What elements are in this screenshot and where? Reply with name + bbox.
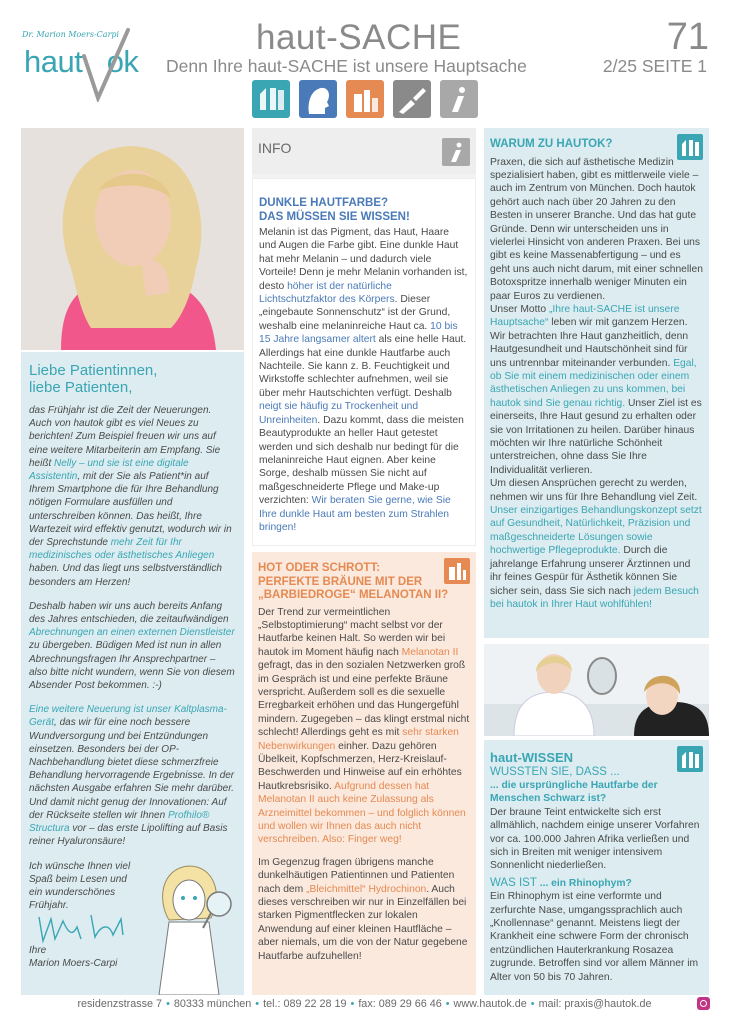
info-icon (440, 80, 478, 118)
page-subtitle: Denn Ihre haut-SACHE ist unsere Hauptsache (166, 56, 527, 76)
editorial-letter (21, 352, 244, 995)
wissen-answer: Der braune Teint entwickelte sich erst allmählich, nachdem einige unserer Vorfahren vor ca. 100.000 Jahren Afrika verließen und sich in Breiten mit weniger intensivem Sonnenlicht niederließen. (490, 806, 700, 872)
footer-website-link[interactable]: www.hautok.de (453, 998, 527, 1010)
why-heading: WARUM ZU HAUTOK? (490, 138, 613, 150)
letter-greeting: Liebe Patientinnen, liebe Patienten, (29, 362, 158, 396)
face-profile-icon (299, 80, 337, 118)
info-heading: DUNKLE HAUTFARBE? DAS MÜSSEN SIE WISSEN! (259, 197, 410, 223)
hot-text: Im Gegenzug fragen übrigens manche dunkelhäutigen Patientinnen und Patienten nach dem „Bleichmittel“ Hydrochinon. Auch dieses verschreiben wir nur in Einzelfällen bei starken Pigmentflecken zur lokalen Anwendung auf einer kleinen Hautfläche – aber niemals, um die von der Natur gegebene Hautfarbe aufzuhellen! (258, 856, 468, 962)
letter-paragraph: Deshalb haben wir uns auch bereits Anfang des Jahres entschieden, die zeitaufwändigen Abrechnungen an einen externen Dienstleister zu übergeben. Büdigen Med ist nun in allen Abrechnungsfragen Ihr Ansprechpartner – also bitte nicht wundern, wenn Sie von diesem Absender Post bekommen. :-) (29, 600, 235, 692)
logo-signature: Dr. Marion Moers-Carpi (22, 30, 120, 39)
portrait-photo (21, 128, 244, 350)
wissen-heading: haut-WISSEN (490, 750, 574, 765)
haut-wissen-box (484, 740, 709, 995)
cosmetics-products-icon (444, 558, 470, 584)
footer-address: residenzstrasse 7 (77, 998, 163, 1010)
why-hautok-article (484, 128, 709, 638)
letter-paragraph: Eine weitere Neuerung ist unser Kaltplasma-Gerät, das wir für eine noch bessere Wundversorgung und bei Entzündungen einsetzen. Besonders bei der OP-Nachbehandlung bietet diese schmerzfreie Behandlung hervorragende Ergebnisse. In der nächsten Ausgabe erfahren Sie mehr darüber. Und damit nicht genug der Innovationen: Auf der Rückseite stellen wir Ihnen Profhilo® Structura vor – das erste Lipolifting auf Basis reiner Hyaluronsäure! (29, 704, 235, 848)
wissen-subheading: WUSSTEN SIE, DASS ... (490, 766, 620, 778)
hautok-logo (22, 24, 152, 102)
logo-wordmark: haut​ ok (24, 44, 139, 79)
footer-email-link[interactable]: mail: praxis@hautok.de (538, 998, 652, 1010)
page-title: haut-SACHE (256, 18, 462, 57)
info-article-body (252, 178, 476, 546)
cartoon-doctor-illustration (149, 860, 244, 995)
letter-paragraph: das Frühjahr ist die Zeit der Neuerungen. Auch von hautok gibt es viel Neues zu berichten! Zum Beispiel freuen wir uns auf eine weitere Mitarbeiterin am Empfang. Sie heißt Nelly – und sie ist eine digitale Assistentin, mit der Sie als Patient*in auf Ihrem Smartphone die für Ihre Behandlung nötigen Formulare ausfüllen und unterschreiben können. Das heißt, Ihre Wartezeit wird effektiv genutzt, wodurch wir in der Sprechstunde mehr Zeit für Ihr medizinisches oder ästhetisches Anliegen haben. Und das liegt uns selbstverständlich besonders am Herzen! (29, 405, 232, 588)
footer-fax: fax: 089 29 66 46 (358, 998, 442, 1010)
laser-body-icon (677, 746, 703, 772)
letter-closing: Ich wünsche Ihnen viel Spaß beim Lesen und ein wunderschönes Frühjahr. (29, 860, 131, 912)
wissen-question: WAS IST ... ein Rhinophym? (490, 876, 632, 889)
clinic-photo (484, 644, 709, 736)
info-text: Melanin ist das Pigment, das Haut, Haare und Augen die Farbe gibt. Eine dunkle Haut hat mehr Melanin – und dadurch viele Vorteile! Denn je mehr Melanin vorhanden ist, desto höher ist der natürliche Lichtschutzfaktor des Körpers. Dieser „eingebaute Sonnenschutz“ ist der Grund, weshalb eine melaninreiche Haut ca. 10 bis 15 Jahre langsamer altert als eine helle Haut. Allerdings hat eine dunkle Hautfarbe auch Nachteile. Sie kann z. B. Feuchtigkeit und Wirkstoffe schlechter aufnehmen, weil sie über mehr Hautschichten verfügt. Deshalb neigt sie häufig zu Trockenheit und Unreinheiten. Dazu kommt, dass die meisten Beautyprodukte an heller Haut getestet werden und sich deshalb nur bedingt für die melaninreiche Haut eignen. Aber keine Sorge, deshalb müssen Sie nicht auf maßgeschneiderte Pflege und Make-up verzichten: Wir beraten Sie gerne, wie Sie Ihre dunkle Haut am besten zum Strahlen bringen! (259, 227, 468, 533)
info-icon (442, 138, 470, 166)
issue-label: 2/25 SEITE 1 (602, 56, 707, 76)
wissen-question: ... die ursprüngliche Hautfarbe der Menschen Schwarz ist? (490, 780, 658, 805)
signature-block: Ihre Marion Moers-Carpi (29, 945, 118, 969)
contact-footer: residenzstrasse 7 • 80333 münchen • tel.: 089 22 28 19 • fax: 089 29 66 46 • www.hautok.de • mail: praxis@hautok.de (77, 998, 652, 1010)
footer-phone[interactable]: tel.: 089 22 28 19 (263, 998, 347, 1010)
info-article (252, 128, 476, 546)
category-icon-bar (252, 80, 478, 118)
footer-city: 80333 münchen (173, 998, 252, 1010)
why-text: Um diesen Ansprüchen gerecht zu werden, nehmen wir uns für Ihre Behandlung viel Zeit. Unser einzigartiges Behandlungskonzept setzt auf Gesundheit, Natürlichkeit, Präzision und maßgeschneiderte Lösungen sowie hochwertige Pflegeprodukte. Durch die jahrelange Erfahrung unserer Ärztinnen und ihr feines Gespür für Ästhetik können Sie sicher sein, dass Sie sich nach jedem Besuch bei hautok in Ihrer Haut wohlfühlen! (490, 478, 702, 610)
hot-text: Der Trend zur vermeintlichen „Selbstoptimierung“ macht selbst vor der Hautfarbe keinen Halt. So werden wir bei hautok im Moment häufig nach Melanotan II gefragt, das in den sozialen Netzwerken groß im Gespräch ist und eine perfekte Bräune verspricht. Außerdem soll es die sexuelle Erregbarkeit erhöhen und das Hungergefühl mindern. Zugegeben – das klingt erstmal nicht schlecht! Allerdings geht es mit sehr starken Nebenwirkungen einher. Dazu gehören Übelkeit, Kopfschmerzen, Herz-Kreislauf-Beschwerden und Hinweise auf ein erhöhtes Hautkrebsrisiko. Aufgrund dessen hat Melanotan II auch keine Zulassung als Arzneimittel bekommen – und folglich können und wollen wir Ihnen das auch nicht verschreiben. Also: Finger weg! (258, 606, 470, 846)
why-text: Praxen, die sich auf ästhetische Medizin spezialisiert haben, gibt es mittlerweile viele – auch im Zentrum von München. Doch hautok gehört auch nach über 20 Jahren zu den Besten in unserer Branche. Und das hat gute Gründe. Denn wir unterscheiden uns in vielerlei Hinsicht von anderen Praxen. Bei uns gibt es keine Massenabfertigung – und es geht uns auch nicht darum, mit einer schnellen Botoxspritze innerhalb weniger Minuten ein paar Euros zu verdienen. (490, 156, 703, 302)
hands-care-icon (393, 80, 431, 118)
page-number: 71 (666, 16, 709, 58)
handwritten-signature (29, 905, 139, 949)
laser-body-icon (252, 80, 290, 118)
cosmetics-products-icon (346, 80, 384, 118)
info-tab-label: INFO (258, 140, 292, 156)
logo-checkmark-icon (76, 26, 136, 102)
instagram-icon[interactable] (697, 997, 710, 1010)
info-tab (252, 128, 476, 174)
laser-body-icon (677, 134, 703, 160)
hot-or-not-article (252, 552, 476, 995)
why-text: Unser Motto „Ihre haut-SACHE ist unsere Hauptsache“ leben wir mit ganzem Herzen. Wir betrachten Ihre Haut ganzheitlich, denn Hautgesundheit und Hautschönheit sind für uns untrennbar miteinander verbunden. Egal, ob Sie mit einem medizinischen oder einem ästhetischen Anliegen zu uns kommen, bei hautok sind Sie genau richtig. Unser Ziel ist es einerseits, Ihre Haut gesund zu erhalten oder sie von Irritationen zu heilen. Darüber hinaus möchten wir Ihre natürliche Schönheit unterstreichen, ohne dass Sie Ihre Individualität verlieren. (490, 303, 702, 476)
wissen-answer: Ein Rhinophym ist eine verformte und zerfurchte Nase, umgangssprachlich auch „Knollennase“ genannt. Meistens liegt der Krankheit eine schwere Form der chronisch entzündlichen Hauterkrankung Rosazea zugrunde. Betroffen sind vor allem Männer im Alter von 50 bis 70 Jahren. (490, 891, 699, 983)
hot-heading: HOT ODER SCHROTT: PERFEKTE BRÄUNE MIT DER „BARBIEDROGE“ MELANOTAN II? (258, 562, 449, 601)
